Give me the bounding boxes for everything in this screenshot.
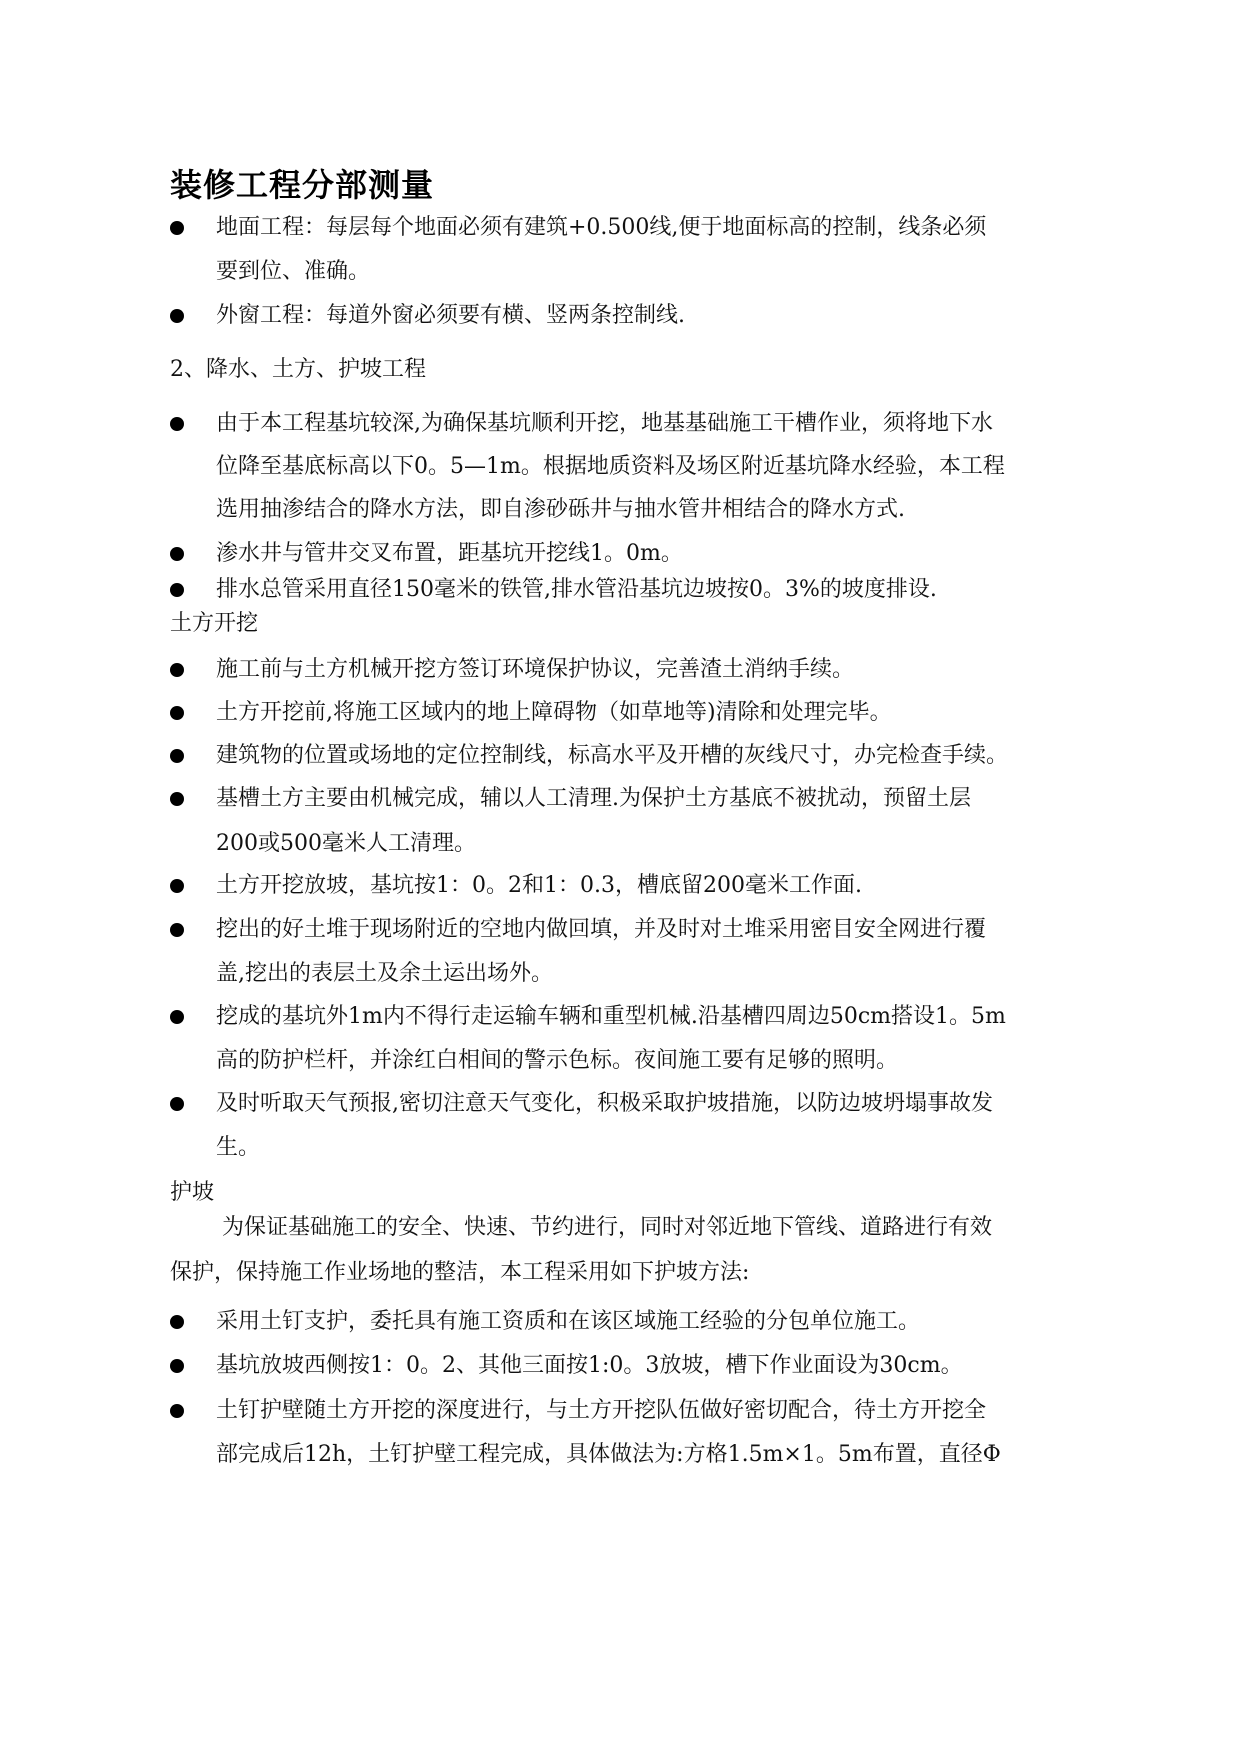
- bullet-item-text: 排水总管采用直径150毫米的铁管,排水管沿基坑边坡按0。3%的坡度排设.: [216, 577, 937, 602]
- bullet-item-text: 渗水井与管井交叉布置，距基坑开挖线1。0m。: [216, 541, 683, 566]
- paragraph-line: 为保证基础施工的安全、快速、节约进行，同时对邻近地下管线、道路进行有效: [222, 1215, 993, 1240]
- bullet-icon: [170, 923, 184, 937]
- bullet-icon: [170, 1010, 184, 1024]
- document-title: 装修工程分部测量: [170, 166, 435, 204]
- bullet-item-continuation: 200或500毫米人工清理。: [216, 831, 476, 856]
- bullet-item-text: 土方开挖前,将施工区域内的地上障碍物（如草地等)清除和处理完毕。: [216, 700, 892, 725]
- bullet-icon: [170, 706, 184, 720]
- bullet-item-text: 采用土钉支护，委托具有施工资质和在该区域施工经验的分包单位施工。: [216, 1309, 921, 1334]
- paragraph-line: 土方开挖: [170, 611, 259, 636]
- bullet-item-text: 土钉护壁随土方开挖的深度进行，与土方开挖队伍做好密切配合，待土方开挖全: [216, 1398, 987, 1423]
- bullet-item-text: 外窗工程：每道外窗必须要有横、竖两条控制线.: [216, 303, 685, 328]
- bullet-item-text: 由于本工程基坑较深,为确保基坑顺利开挖，地基基础施工干槽作业，须将地下水: [216, 411, 993, 436]
- bullet-icon: [170, 583, 184, 597]
- bullet-icon: [170, 547, 184, 561]
- bullet-icon: [170, 749, 184, 763]
- bullet-item-continuation: 要到位、准确。: [216, 259, 371, 284]
- bullet-item-text: 基坑放坡西侧按1：0。2、其他三面按1:0。3放坡，槽下作业面设为30cm。: [216, 1353, 963, 1378]
- bullet-item-continuation: 部完成后12h，土钉护壁工程完成，具体做法为:方格1.5m×1。5m布置，直径Φ: [216, 1442, 1001, 1467]
- bullet-icon: [170, 1404, 184, 1418]
- bullet-item-text: 建筑物的位置或场地的定位控制线，标高水平及开槽的灰线尺寸，办完检查手续。: [216, 743, 1009, 768]
- bullet-item-continuation: 位降至基底标高以下0。5—1m。根据地质资料及场区附近基坑降水经验，本工程: [216, 454, 1005, 479]
- bullet-icon: [170, 1097, 184, 1111]
- bullet-icon: [170, 309, 184, 323]
- bullet-item-continuation: 选用抽渗结合的降水方法，即自渗砂砾井与抽水管井相结合的降水方式.: [216, 497, 905, 522]
- paragraph-line: 保护，保持施工作业场地的整洁，本工程采用如下护坡方法:: [170, 1260, 750, 1285]
- bullet-item-text: 挖成的基坑外1m内不得行走运输车辆和重型机械.沿基槽四周边50cm搭设1。5m: [216, 1004, 1006, 1029]
- bullet-item-continuation: 高的防护栏杆，并涂红白相间的警示色标。夜间施工要有足够的照明。: [216, 1048, 899, 1073]
- bullet-icon: [170, 1359, 184, 1373]
- bullet-item-text: 土方开挖放坡，基坑按1：0。2和1：0.3，槽底留200毫米工作面.: [216, 873, 862, 898]
- paragraph-line: 护坡: [170, 1180, 215, 1205]
- bullet-icon: [170, 792, 184, 806]
- bullet-item-text: 基槽土方主要由机械完成，辅以人工清理.为保护土方基底不被扰动，预留土层: [216, 786, 971, 811]
- paragraph-line: 2、降水、土方、护坡工程: [170, 357, 426, 382]
- bullet-item-text: 挖出的好土堆于现场附近的空地内做回填，并及时对土堆采用密目安全网进行覆: [216, 917, 987, 942]
- bullet-icon: [170, 221, 184, 235]
- bullet-icon: [170, 1315, 184, 1329]
- bullet-icon: [170, 663, 184, 677]
- bullet-item-text: 施工前与土方机械开挖方签订环境保护协议，完善渣土消纳手续。: [216, 657, 855, 682]
- bullet-item-text: 地面工程：每层每个地面必须有建筑+0.500线,便于地面标高的控制，线条必须: [216, 215, 987, 240]
- bullet-icon: [170, 417, 184, 431]
- bullet-item-text: 及时听取天气预报,密切注意天气变化，积极采取护坡措施，以防边坡坍塌事故发: [216, 1091, 993, 1116]
- bullet-icon: [170, 879, 184, 893]
- bullet-item-continuation: 盖,挖出的表层土及余土运出场外。: [216, 961, 553, 986]
- bullet-item-continuation: 生。: [216, 1135, 261, 1160]
